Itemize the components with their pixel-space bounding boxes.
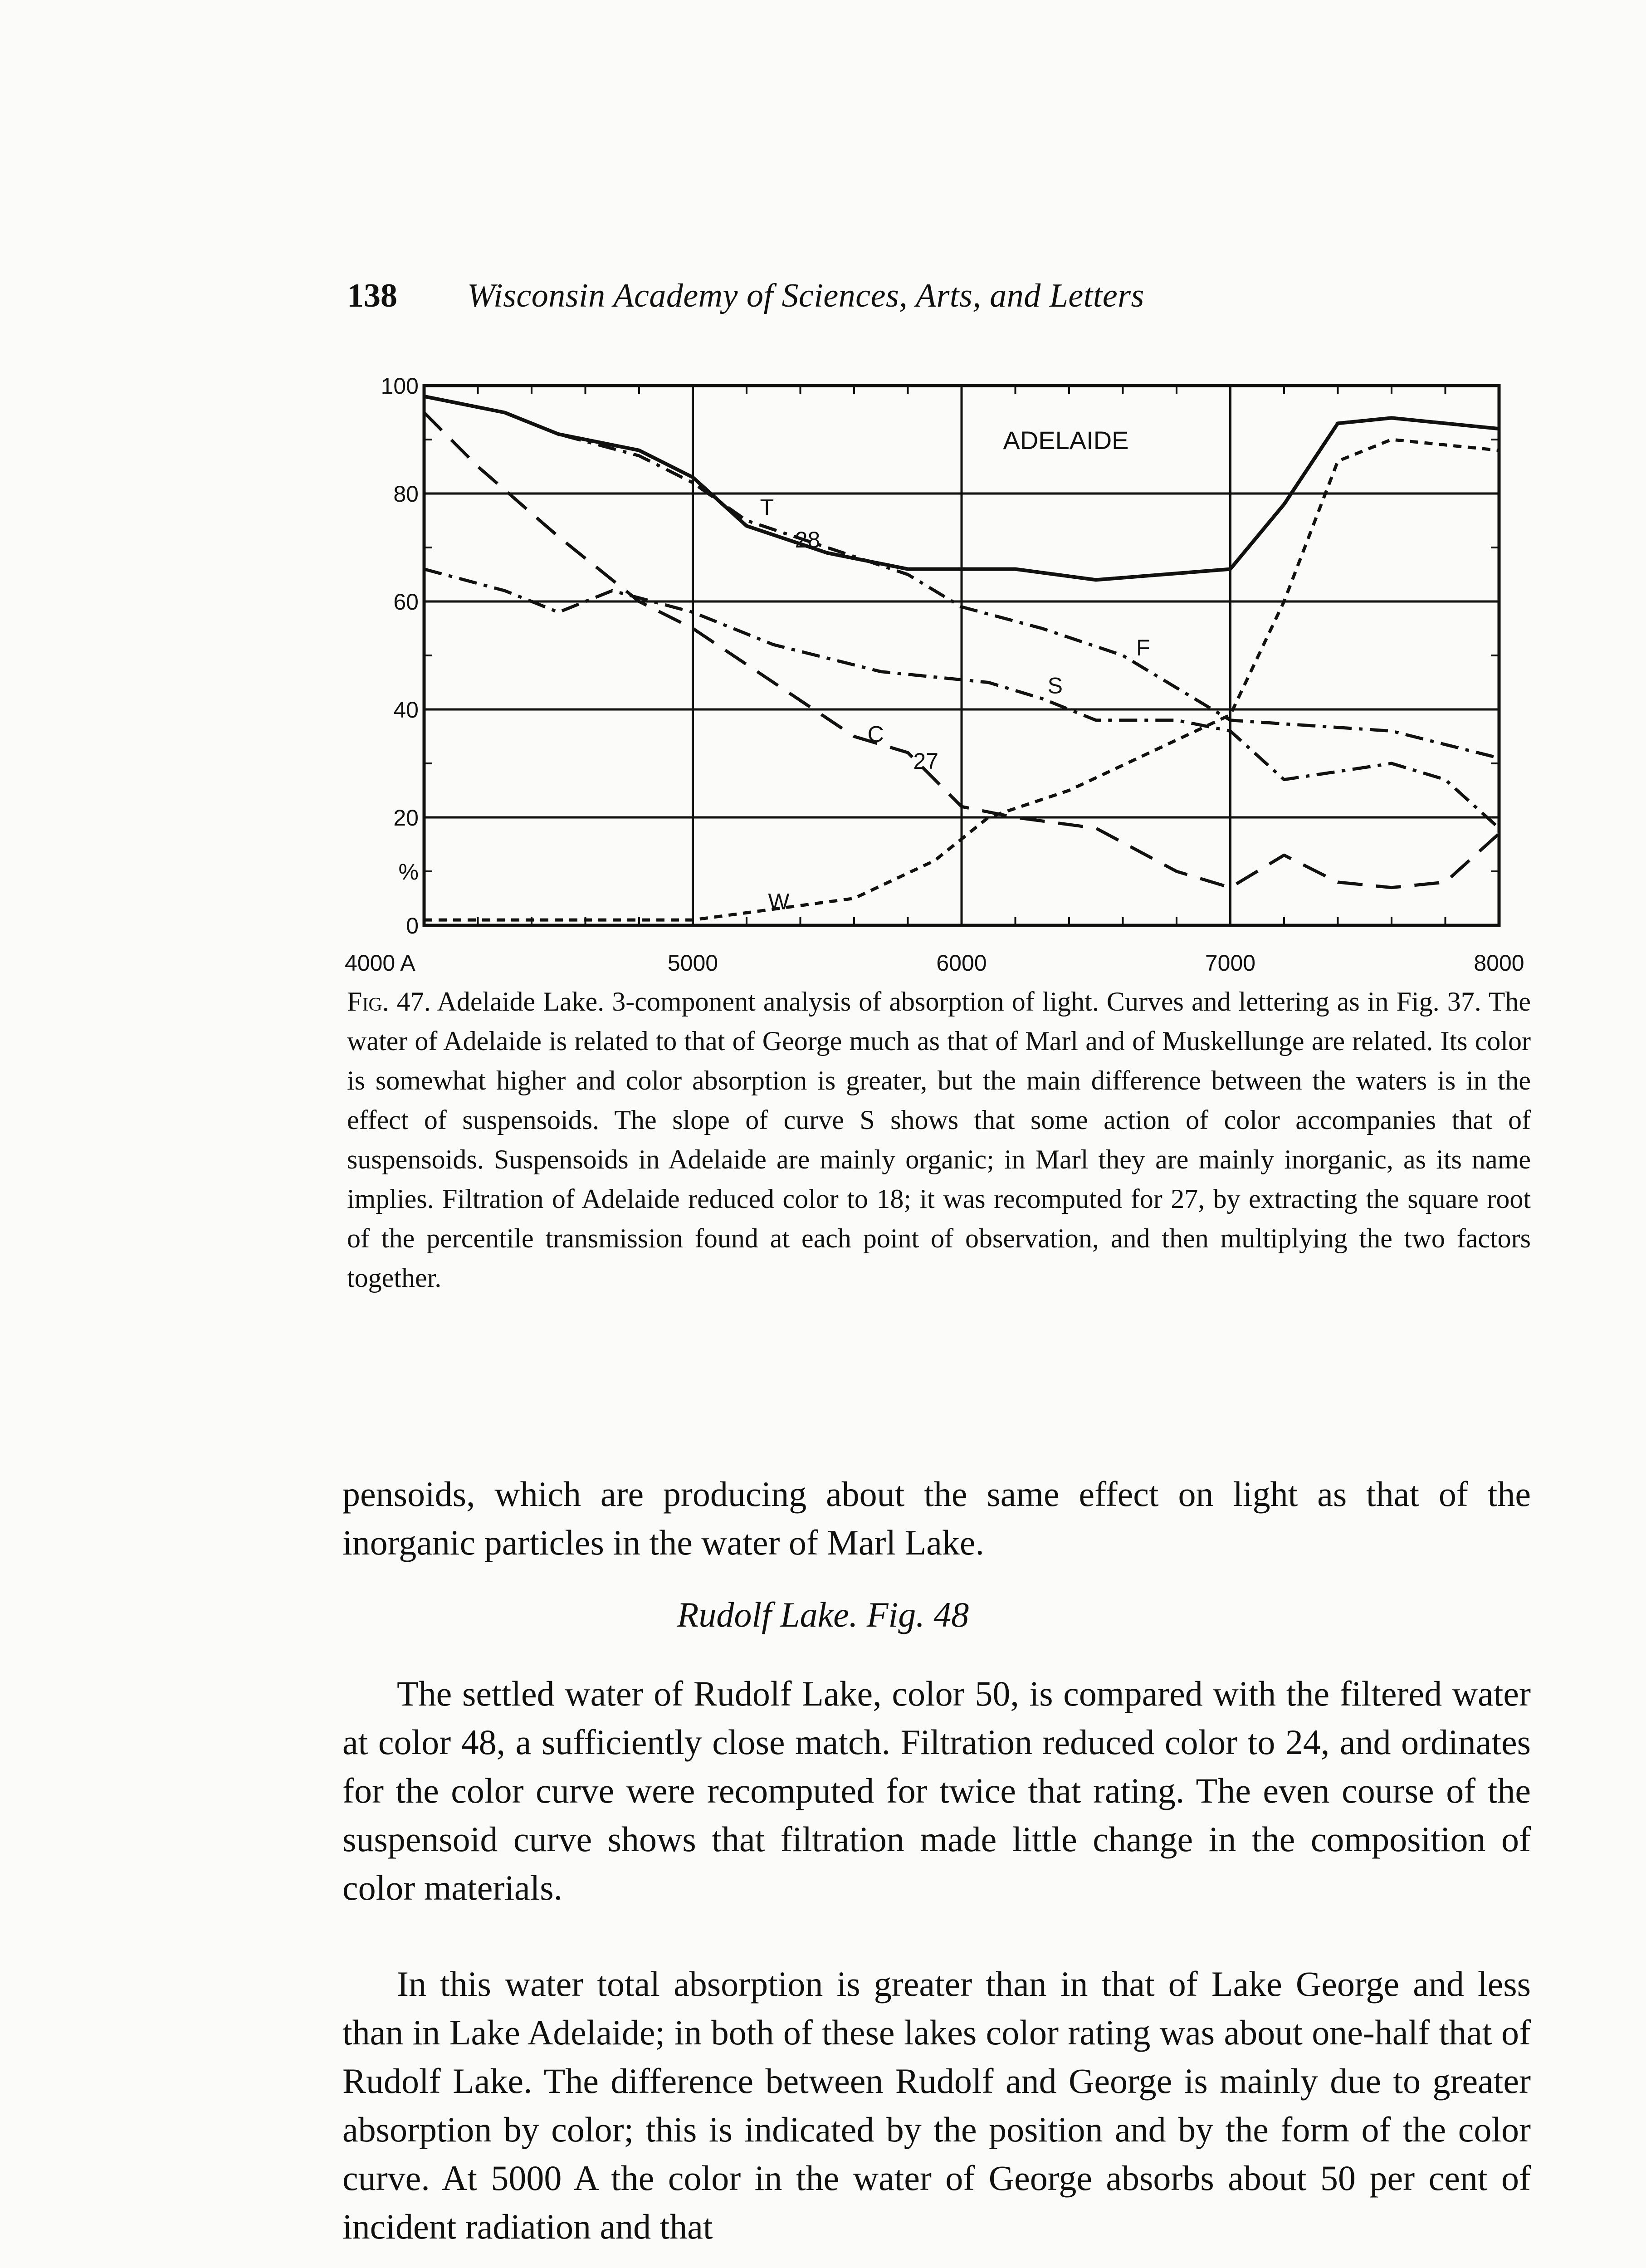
figure-caption-text: Adelaide Lake. 3-component analysis of absorption of light. Curves and lettering as in Fig. 37. The water of Adelaide is related to that of George much as that of Marl and of Muskellunge are related. Its color is somewhat higher and color absorption is greater, but the main difference between the waters is in the effect of suspensoids. The slope of curve S shows that some action of color accompanies that of suspensoids. Suspensoids in Adelaide are mainly organic; in Marl they are mainly inorganic, as its name implies. Filtration of Adelaide reduced color to 18; it was recomputed for 27, by extracting the square root of the percentile transmission found at each point of observation, and then multiplying the two factors together. [347,987,1531,1293]
y-tick-label: 100 [381,373,419,399]
x-tick-label: 7000 [1205,950,1256,976]
x-tick-label: 4000 A [345,950,415,976]
series-label-s: S [1047,673,1063,699]
x-tick-label: 8000 [1474,950,1524,976]
chart-ticks [345,373,1524,976]
y-tick-label: 60 [393,589,419,615]
x-tick-label: 5000 [667,950,718,976]
absorption-chart [345,363,1542,980]
chart-grid [424,386,1499,925]
series-number-c: 27 [913,748,938,774]
page-header [347,277,1399,318]
y-tick-label: 0 [406,913,419,938]
series-label-c: C [867,721,884,747]
chart-labels [760,495,1150,914]
series-label-t: T [760,494,774,520]
series-label-w: W [768,889,790,914]
section-heading: Rudolf Lake. Fig. 48 [677,1595,969,1634]
page-number: 138 [347,277,397,314]
x-tick-label: 6000 [936,950,987,976]
series-label-f: F [1136,635,1150,660]
continuation-paragraph: pensoids, which are producing about the same effect on light as that of the inorganic particles in the water of Marl Lake. [342,1474,1531,1562]
figure-caption [347,982,1531,1298]
paragraph-2: In this water total absorption is greater than in that of Lake George and less than in Lake Adelaide; in both of these lakes color rating was about one-half that of Rudolf Lake. The difference between Rudolf and George is mainly due to greater absorption by color; this is indicated by the position and by the form of the color curve. At 5000 A the color in the water of George absorbs about 50 per cent of incident radiation and that [342,1964,1531,2246]
y-tick-label: 80 [393,481,419,507]
running-title: Wisconsin Academy of Sciences, Arts, and Letters [467,277,1144,314]
y-tick-label: 40 [393,697,419,723]
y-tick-label: 20 [393,805,419,831]
y-tick-label: % [398,859,419,885]
series-number-t: 28 [795,527,821,552]
paragraph-1: The settled water of Rudolf Lake, color 50, is compared with the filtered water at color 48, a sufficiently close match. Filtration reduced color to 24, and ordinates for the color curve were recomputed for twice that rating. The even course of the suspensoid curve shows that filtration made little change in the composition of color materials. [342,1674,1531,1907]
chart-title: ADELAIDE [1003,426,1129,455]
figure-label: Fig. 47. [347,987,431,1017]
